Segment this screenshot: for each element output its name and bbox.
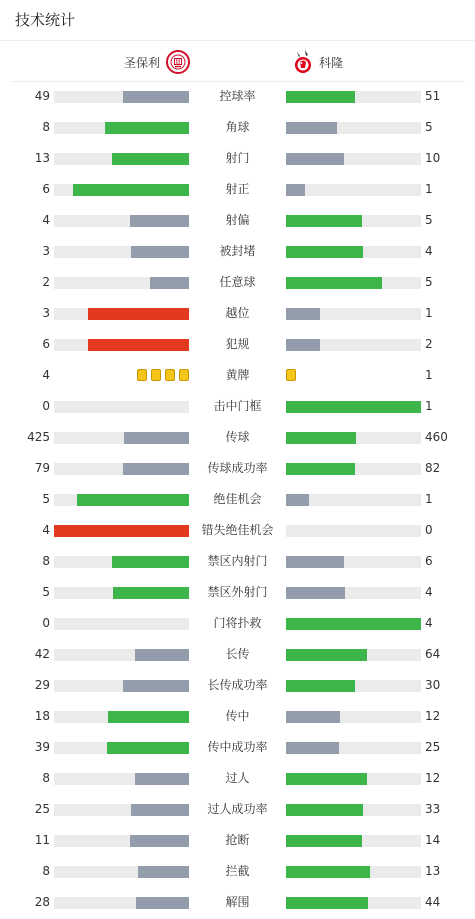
stat-row [0,205,475,236]
away-stat-bar [286,773,367,785]
away-stat-bar-track [286,494,421,506]
home-stat-bar [123,463,189,475]
away-stat-bar [286,339,320,351]
stat-label: 绝佳机会 [213,492,262,506]
home-stat-bar [131,246,189,258]
teams-header [0,47,475,77]
stat-label: 门将扑救 [213,616,262,630]
home-stat-bar [136,897,189,909]
away-stat-bar-track [286,742,421,754]
away-stat-bar [286,215,362,227]
home-stat-bar [123,91,189,103]
stat-label: 被封堵 [219,244,256,258]
away-stat-bar [286,866,370,878]
stat-row [0,825,475,856]
stat-row [0,515,475,546]
away-stat-bar-track [286,91,421,103]
away-stat-bar-track [286,215,421,227]
away-stat-value: 12 [425,771,441,785]
home-stat-value: 3 [42,244,50,258]
away-stat-value: 460 [425,430,448,444]
home-stat-value: 49 [34,89,50,103]
stat-row [0,732,475,763]
home-stat-bar-track [54,246,189,258]
stat-label: 击中门框 [213,399,262,413]
away-stat-bar [286,401,421,413]
away-stat-value: 30 [425,678,441,692]
home-stat-bar [88,308,189,320]
away-team[interactable] [292,47,343,77]
away-stat-bar [286,308,320,320]
away-stat-value: 4 [425,585,433,599]
away-stat-value: 4 [425,616,433,630]
away-stat-bar [286,742,339,754]
away-stat-bar-track [286,277,421,289]
away-stat-bar-track [286,773,421,785]
home-stat-value: 79 [34,461,50,475]
stat-label: 解围 [225,895,250,909]
home-stat-value: 4 [42,523,50,537]
home-stat-bar-track [54,897,189,909]
away-stat-value: 1 [425,182,433,196]
home-stat-bar-track [54,401,189,413]
home-stat-bar [123,680,189,692]
stat-label: 传中成功率 [207,740,268,754]
home-stat-value: 8 [42,771,50,785]
away-stat-value: 10 [425,151,441,165]
home-stat-bar-track [54,866,189,878]
stat-row [0,174,475,205]
stat-label: 错失绝佳机会 [201,523,274,537]
home-stat-bar-track [54,494,189,506]
stat-row [0,794,475,825]
away-stat-bar [286,680,355,692]
home-stat-value: 5 [42,585,50,599]
stat-row [0,763,475,794]
away-stat-bar-track [286,587,421,599]
away-stat-value: 44 [425,895,441,909]
stat-label: 射正 [225,182,250,196]
away-stat-bar-track [286,680,421,692]
stat-row [0,360,475,391]
stat-label: 传中 [225,709,250,723]
stat-row [0,577,475,608]
home-stat-bar-track [54,618,189,630]
home-stat-value: 5 [42,492,50,506]
away-stat-value: 4 [425,244,433,258]
stat-row [0,112,475,143]
away-stat-bar [286,897,368,909]
away-stat-bar [286,711,340,723]
home-stat-bar [107,742,189,754]
away-stat-bar [286,587,345,599]
home-stat-value: 13 [34,151,50,165]
page-title: 技术统计 [15,11,76,29]
home-stat-bar [113,587,189,599]
stat-row [0,391,475,422]
away-stat-bar [286,246,363,258]
home-stat-value: 28 [34,895,50,909]
away-stat-value: 5 [425,275,433,289]
away-stat-bar [286,122,337,134]
home-stat-value: 8 [42,554,50,568]
away-stat-value: 12 [425,709,441,723]
home-stat-bar [130,215,189,227]
away-stat-bar [286,184,305,196]
home-stat-bar-track [54,556,189,568]
stat-label: 长传成功率 [207,678,268,692]
stat-row [0,484,475,515]
stat-row [0,143,475,174]
stat-label: 控球率 [219,89,256,103]
stat-row [0,267,475,298]
away-stat-bar [286,432,356,444]
home-stat-bar [124,432,189,444]
home-stat-value: 29 [34,678,50,692]
home-stat-bar-track [54,153,189,165]
home-stat-bar [131,804,189,816]
away-stat-bar-track [286,556,421,568]
yellow-card-icon [165,369,175,381]
home-stat-value: 425 [27,430,50,444]
away-stat-value: 33 [425,802,441,816]
home-stat-bar [130,835,189,847]
home-stat-bar-track [54,649,189,661]
away-stat-bar [286,835,362,847]
home-stat-bar-track [54,525,189,537]
home-stat-bar [105,122,189,134]
home-stat-bar-track [54,835,189,847]
away-stat-value: 1 [425,306,433,320]
home-stat-value: 0 [42,616,50,630]
away-stat-value: 14 [425,833,441,847]
stat-label: 黄牌 [225,368,250,382]
home-stat-bar-track [54,308,189,320]
away-stat-bar [286,618,421,630]
home-team[interactable] [124,47,190,77]
stat-label: 传球 [225,430,250,444]
away-stat-value: 1 [425,492,433,506]
stat-label: 射偏 [225,213,250,227]
away-stat-bar-track [286,866,421,878]
away-stat-bar-track [286,246,421,258]
home-stat-bar-track [54,184,189,196]
away-yellow-cards [286,369,421,383]
stat-row [0,298,475,329]
away-stat-value: 82 [425,461,441,475]
away-stat-bar-track [286,308,421,320]
away-stat-bar-track [286,339,421,351]
away-stat-value: 2 [425,337,433,351]
home-stat-value: 6 [42,337,50,351]
stat-label: 拦截 [225,864,250,878]
away-stat-value: 6 [425,554,433,568]
away-stat-bar-track [286,401,421,413]
home-yellow-cards [54,369,189,383]
home-stat-bar-track [54,122,189,134]
home-stat-bar-track [54,215,189,227]
stat-row [0,236,475,267]
home-stat-bar [108,711,189,723]
yellow-card-icon [179,369,189,381]
stat-row [0,422,475,453]
stat-label: 过人 [225,771,250,785]
home-stat-value: 18 [34,709,50,723]
stat-label: 禁区内射门 [207,554,268,568]
home-stat-value: 8 [42,864,50,878]
home-stat-bar-track [54,711,189,723]
stat-label: 传球成功率 [207,461,268,475]
home-stat-bar-track [54,277,189,289]
away-stat-bar-track [286,897,421,909]
header-divider [0,40,475,41]
stat-label: 任意球 [219,275,256,289]
home-stat-value: 4 [42,368,50,382]
stat-row [0,639,475,670]
home-stat-bar-track [54,587,189,599]
home-stat-value: 42 [34,647,50,661]
stat-row [0,608,475,639]
away-stat-value: 1 [425,368,433,382]
stat-row [0,670,475,701]
away-stat-bar-track [286,804,421,816]
home-stat-bar [112,556,189,568]
home-team-name: 圣保利 [123,55,160,70]
home-stat-bar [135,649,189,661]
home-stat-bar-track [54,91,189,103]
away-stat-bar-track [286,432,421,444]
yellow-card-icon [286,369,296,381]
away-stat-bar [286,153,344,165]
home-stat-bar [135,773,189,785]
away-stat-bar-track [286,618,421,630]
stat-row [0,887,475,918]
away-stat-value: 5 [425,120,433,134]
home-stat-value: 11 [34,833,50,847]
away-stat-value: 1 [425,399,433,413]
home-stat-value: 0 [42,399,50,413]
away-stat-value: 13 [425,864,441,878]
away-stat-bar [286,649,367,661]
home-stat-value: 6 [42,182,50,196]
stat-label: 犯规 [225,337,250,351]
away-stat-value: 0 [425,523,433,537]
home-stat-bar [88,339,189,351]
away-stat-bar-track [286,463,421,475]
home-stat-bar-track [54,432,189,444]
away-team-name: 科隆 [319,55,344,70]
stat-label: 过人成功率 [207,802,268,816]
home-stat-bar [138,866,189,878]
away-stat-bar [286,556,344,568]
away-stat-bar [286,804,363,816]
stat-row [0,856,475,887]
away-stat-bar-track [286,711,421,723]
away-stat-value: 51 [425,89,441,103]
away-stat-bar [286,91,355,103]
away-stat-bar [286,494,309,506]
home-stat-bar-track [54,773,189,785]
home-stat-bar [73,184,189,196]
away-stat-bar-track [286,184,421,196]
stats-list [0,81,475,918]
away-stat-value: 25 [425,740,441,754]
stat-label: 抢断 [225,833,250,847]
stat-label: 越位 [225,306,250,320]
stat-row [0,701,475,732]
home-stat-value: 3 [42,306,50,320]
away-stat-bar-track [286,122,421,134]
away-stat-value: 5 [425,213,433,227]
stat-row [0,546,475,577]
stat-label: 禁区外射门 [207,585,268,599]
stat-row [0,453,475,484]
away-stat-bar-track [286,649,421,661]
home-stat-value: 4 [42,213,50,227]
yellow-card-icon [151,369,161,381]
stat-label: 长传 [225,647,250,661]
home-stat-value: 25 [34,802,50,816]
home-stat-value: 2 [42,275,50,289]
home-stat-bar [112,153,189,165]
stat-row [0,81,475,112]
stat-row [0,329,475,360]
home-stat-bar-track [54,680,189,692]
away-stat-bar-track [286,525,421,537]
home-stat-bar-track [54,742,189,754]
yellow-card-icon [137,369,147,381]
stat-label: 角球 [225,120,250,134]
away-stat-bar-track [286,153,421,165]
away-stat-value: 64 [425,647,441,661]
home-stat-bar-track [54,463,189,475]
home-stat-bar-track [54,804,189,816]
away-stat-bar [286,463,355,475]
home-stat-bar [77,494,189,506]
home-stat-value: 8 [42,120,50,134]
home-stat-bar [150,277,189,289]
home-stat-bar [54,525,189,537]
home-stat-bar-track [54,339,189,351]
home-stat-value: 39 [34,740,50,754]
home-team-crest-icon [166,50,190,74]
away-stat-bar [286,277,382,289]
stat-label: 射门 [225,151,250,165]
away-team-crest-icon [292,49,314,75]
away-stat-bar-track [286,835,421,847]
